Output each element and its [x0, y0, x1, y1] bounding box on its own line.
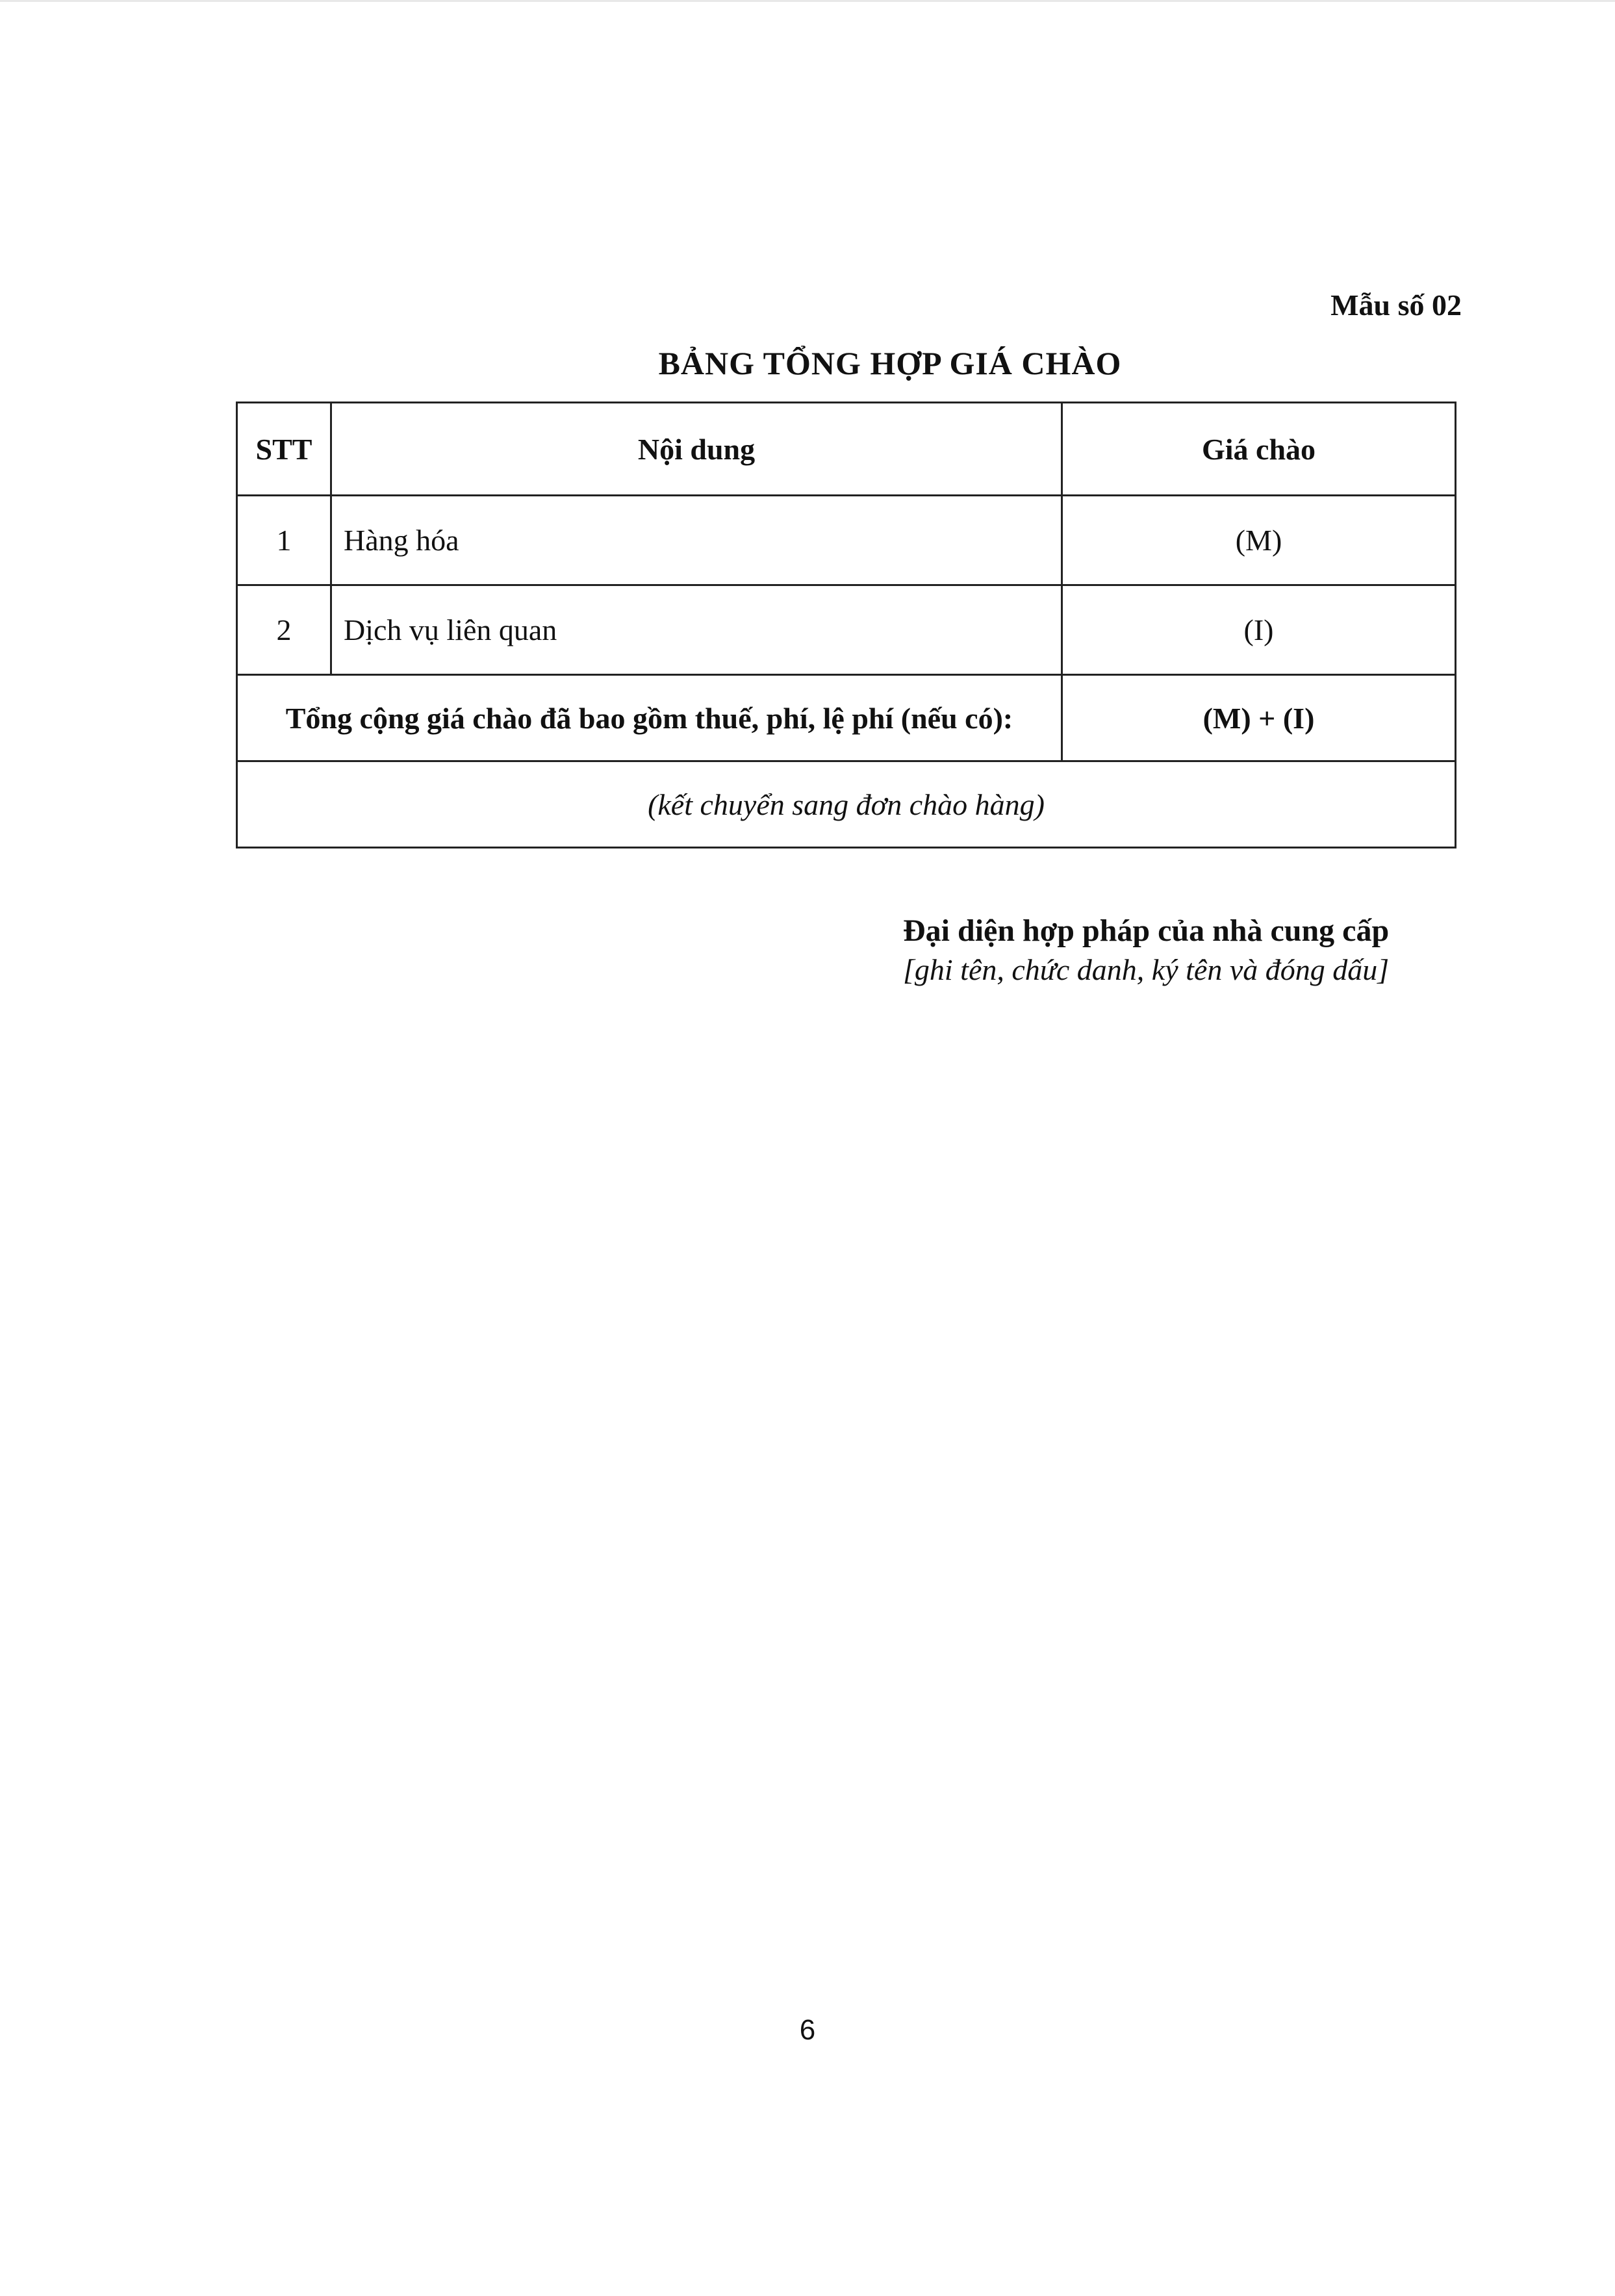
table-header-row — [237, 403, 1456, 496]
header-stt: STT — [237, 403, 331, 496]
row-price: (M) — [1062, 496, 1456, 585]
table-row — [237, 496, 1456, 585]
table-row — [237, 585, 1456, 675]
row-content: Hàng hóa — [331, 496, 1062, 585]
header-content: Nội dung — [331, 403, 1062, 496]
row-content: Dịch vụ liên quan — [331, 585, 1062, 675]
price-summary-table — [236, 402, 1456, 848]
row-price: (I) — [1062, 585, 1456, 675]
row-stt: 2 — [237, 585, 331, 675]
document-title: BẢNG TỔNG HỢP GIÁ CHÀO — [658, 345, 1122, 381]
signature-instructions: [ghi tên, chức danh, ký tên và đóng dấu] — [903, 953, 1390, 986]
page-number: 6 — [799, 2014, 816, 2046]
total-row — [237, 675, 1456, 761]
carry-over-row — [237, 761, 1456, 848]
row-stt: 1 — [237, 496, 331, 585]
form-number: Mẫu số 02 — [1330, 288, 1462, 322]
signature-title: Đại diện hợp pháp của nhà cung cấp — [903, 913, 1390, 948]
total-value: (M) + (I) — [1062, 675, 1456, 761]
total-label: Tổng cộng giá chào đã bao gồm thuế, phí, lệ phí (nếu có): — [237, 675, 1062, 761]
signature-block — [903, 913, 1488, 987]
header-price: Giá chào — [1062, 403, 1456, 496]
page-edge — [0, 0, 1615, 2]
carry-over-note: (kết chuyển sang đơn chào hàng) — [237, 761, 1456, 848]
